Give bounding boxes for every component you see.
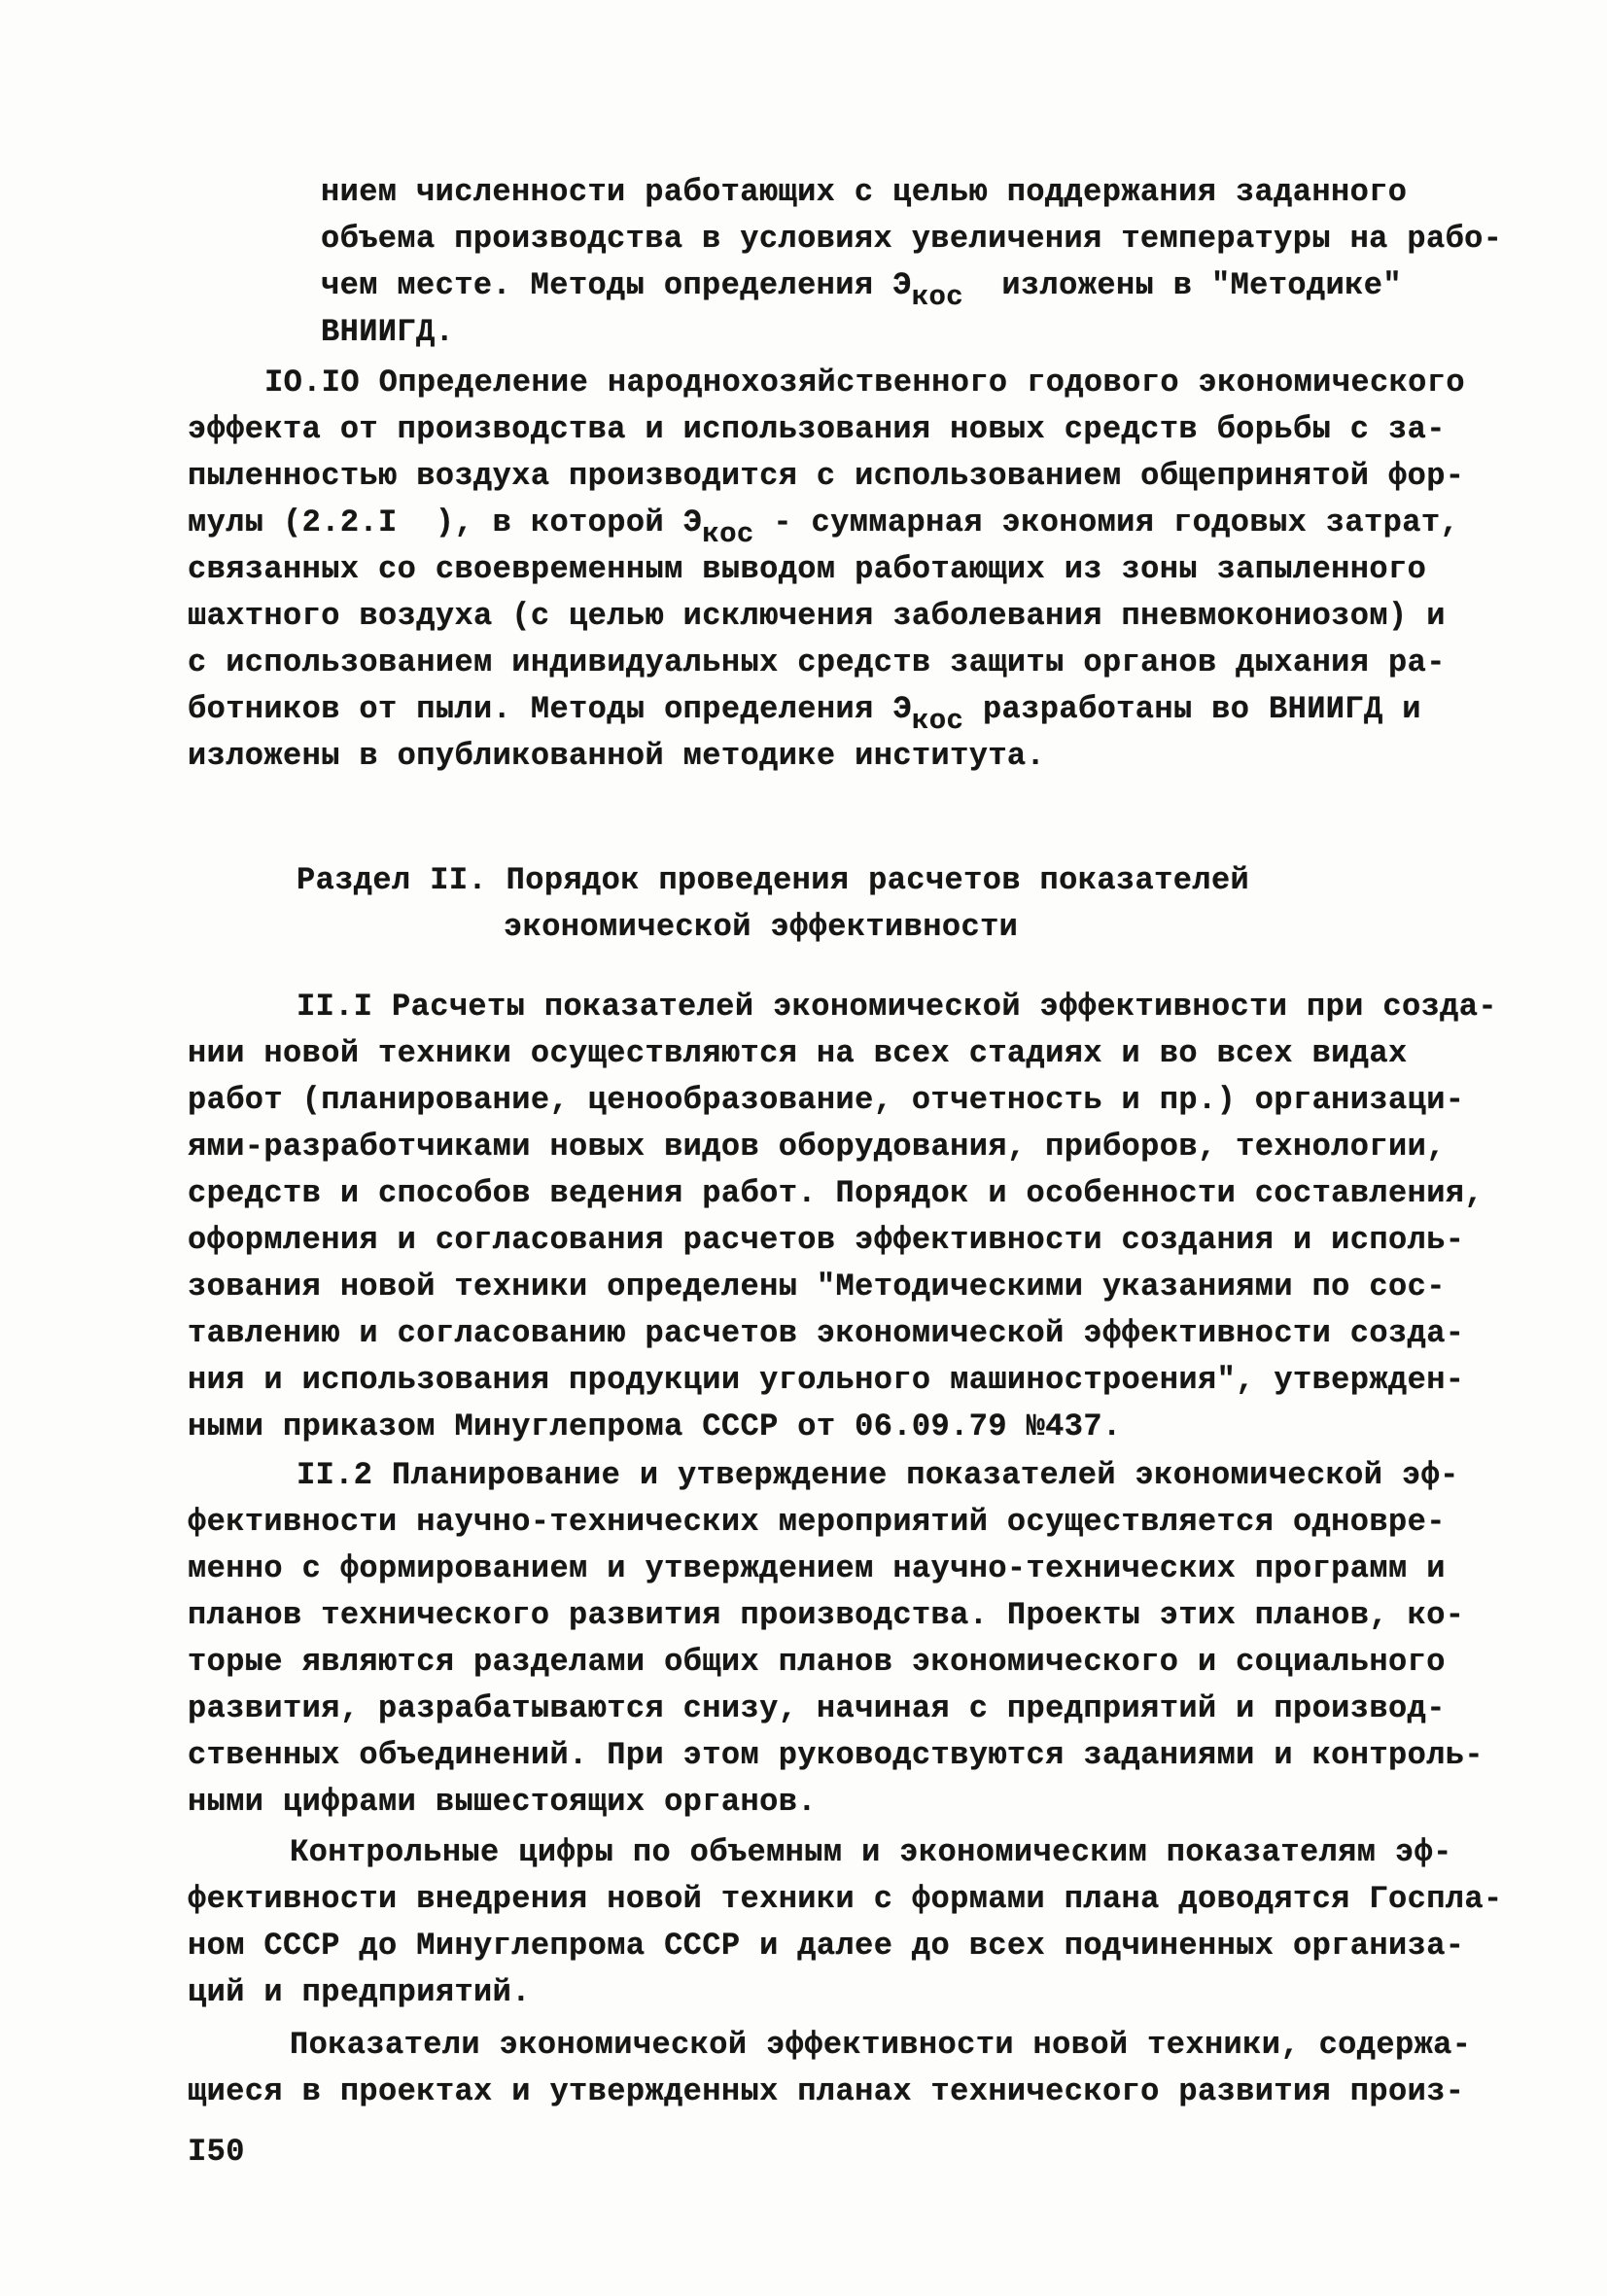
text-line: ными цифрами вышестоящих органов.: [188, 1784, 817, 1820]
heading-line: Раздел II. Порядок проведения расчетов показателей: [297, 862, 1250, 898]
text-line: ными приказом Минуглепрома СССР от 06.09.79 №437.: [188, 1409, 1122, 1444]
text-line: Контрольные цифры по объемным и экономическим показателям эф-: [290, 1834, 1452, 1870]
text-line: [321, 262, 1502, 313]
text-line: тавлению и согласованию расчетов экономической эффективности созда-: [188, 1315, 1465, 1351]
text-line: нием численности работающих с целью поддержания заданного: [321, 174, 1408, 210]
text-line: развития, разрабатываются снизу, начиная с предприятий и производ-: [188, 1690, 1446, 1726]
text-line: фективности внедрения новой техники с формами плана доводятся Госпла-: [188, 1881, 1503, 1917]
text-line: шахтного воздуха (с целью исключения заболевания пневмокониозом) и: [188, 598, 1446, 634]
paragraph-10-10: [188, 360, 1465, 780]
subscript-text: кос: [702, 518, 754, 550]
text-line: [188, 686, 1465, 737]
text-line: II.I Расчеты показателей экономической эффективности при созда-: [297, 989, 1497, 1025]
text-line: ций и предприятий.: [188, 1974, 531, 2010]
line-text: чем месте. Методы определения Э: [321, 267, 912, 303]
text-line: планов технического развития производства. Проекты этих планов, ко-: [188, 1597, 1465, 1633]
text-line: пыленностью воздуха производится с использованием общепринятой фор-: [188, 458, 1465, 494]
text-line: объема производства в условиях увеличения температуры на рабо-: [321, 221, 1503, 257]
text-line: с использованием индивидуальных средств защиты органов дыхания ра-: [188, 644, 1446, 680]
text-line: ния и использования продукции угольного машиностроения", утвержден-: [188, 1362, 1465, 1398]
text-line: фективности научно-технических мероприятий осуществляется одновре-: [188, 1504, 1446, 1540]
text-line: IO.IO Определение народнохозяйственного годового экономического: [264, 365, 1465, 400]
text-line: эффекта от производства и использования новых средств борьбы с за-: [188, 411, 1446, 447]
text-line: Показатели экономической эффективности новой техники, содержа-: [290, 2027, 1472, 2063]
line-text: изложены в "Методике": [963, 267, 1402, 303]
text-line: изложены в опубликованной методике института.: [188, 738, 1046, 774]
page-number: I50: [188, 2134, 245, 2170]
text-line: ном СССР до Минуглепрома СССР и далее до всех подчиненных организа-: [188, 1928, 1465, 1964]
subscript-text: кос: [911, 705, 964, 737]
text-line: ями-разработчиками новых видов оборудования, приборов, технологии,: [188, 1129, 1446, 1165]
text-line: ственных объединений. При этом руководствуются заданиями и контроль-: [188, 1737, 1485, 1773]
text-line: нии новой техники осуществляются на всех стадиях и во всех видах: [188, 1035, 1408, 1071]
paragraph-continuation: [321, 169, 1502, 356]
line-text: мулы (2.2.I ), в которой Э: [188, 504, 703, 540]
line-text: ботников от пыли. Методы определения Э: [188, 691, 912, 727]
text-line: работ (планирование, ценообразование, отчетность и пр.) организаци-: [188, 1082, 1465, 1118]
text-line: средств и способов ведения работ. Порядок и особенности составления,: [188, 1175, 1485, 1211]
line-text: - суммарная экономия годовых затрат,: [753, 504, 1460, 540]
paragraph-11-1: [188, 984, 1497, 1450]
paragraph-control-figures: [188, 1829, 1503, 2016]
subscript-text: кос: [911, 281, 964, 313]
page-number-block: [188, 2129, 245, 2175]
text-line: II.2 Планирование и утверждение показателей экономической эф-: [297, 1457, 1459, 1493]
text-line: оформления и согласования расчетов эффективности создания и исполь-: [188, 1222, 1465, 1258]
text-line: [188, 500, 1465, 550]
text-line: менно с формированием и утверждением научно-технических программ и: [188, 1550, 1446, 1586]
text-line: щиеся в проектах и утвержденных планах технического развития произ-: [188, 2073, 1465, 2109]
text-line: связанных со своевременным выводом работающих из зоны запыленного: [188, 551, 1427, 587]
heading-line: экономической эффективности: [504, 909, 1019, 945]
paragraph-indicators: [188, 2022, 1471, 2115]
paragraph-11-2: [188, 1452, 1484, 1826]
section-heading: [188, 857, 1249, 951]
line-text: разработаны во ВНИИГД и: [963, 691, 1421, 727]
text-line: зования новой техники определены "Методическими указаниями по сос-: [188, 1269, 1446, 1305]
text-line: ВНИИГД.: [321, 314, 455, 350]
text-line: торые являются разделами общих планов экономического и социального: [188, 1644, 1446, 1680]
